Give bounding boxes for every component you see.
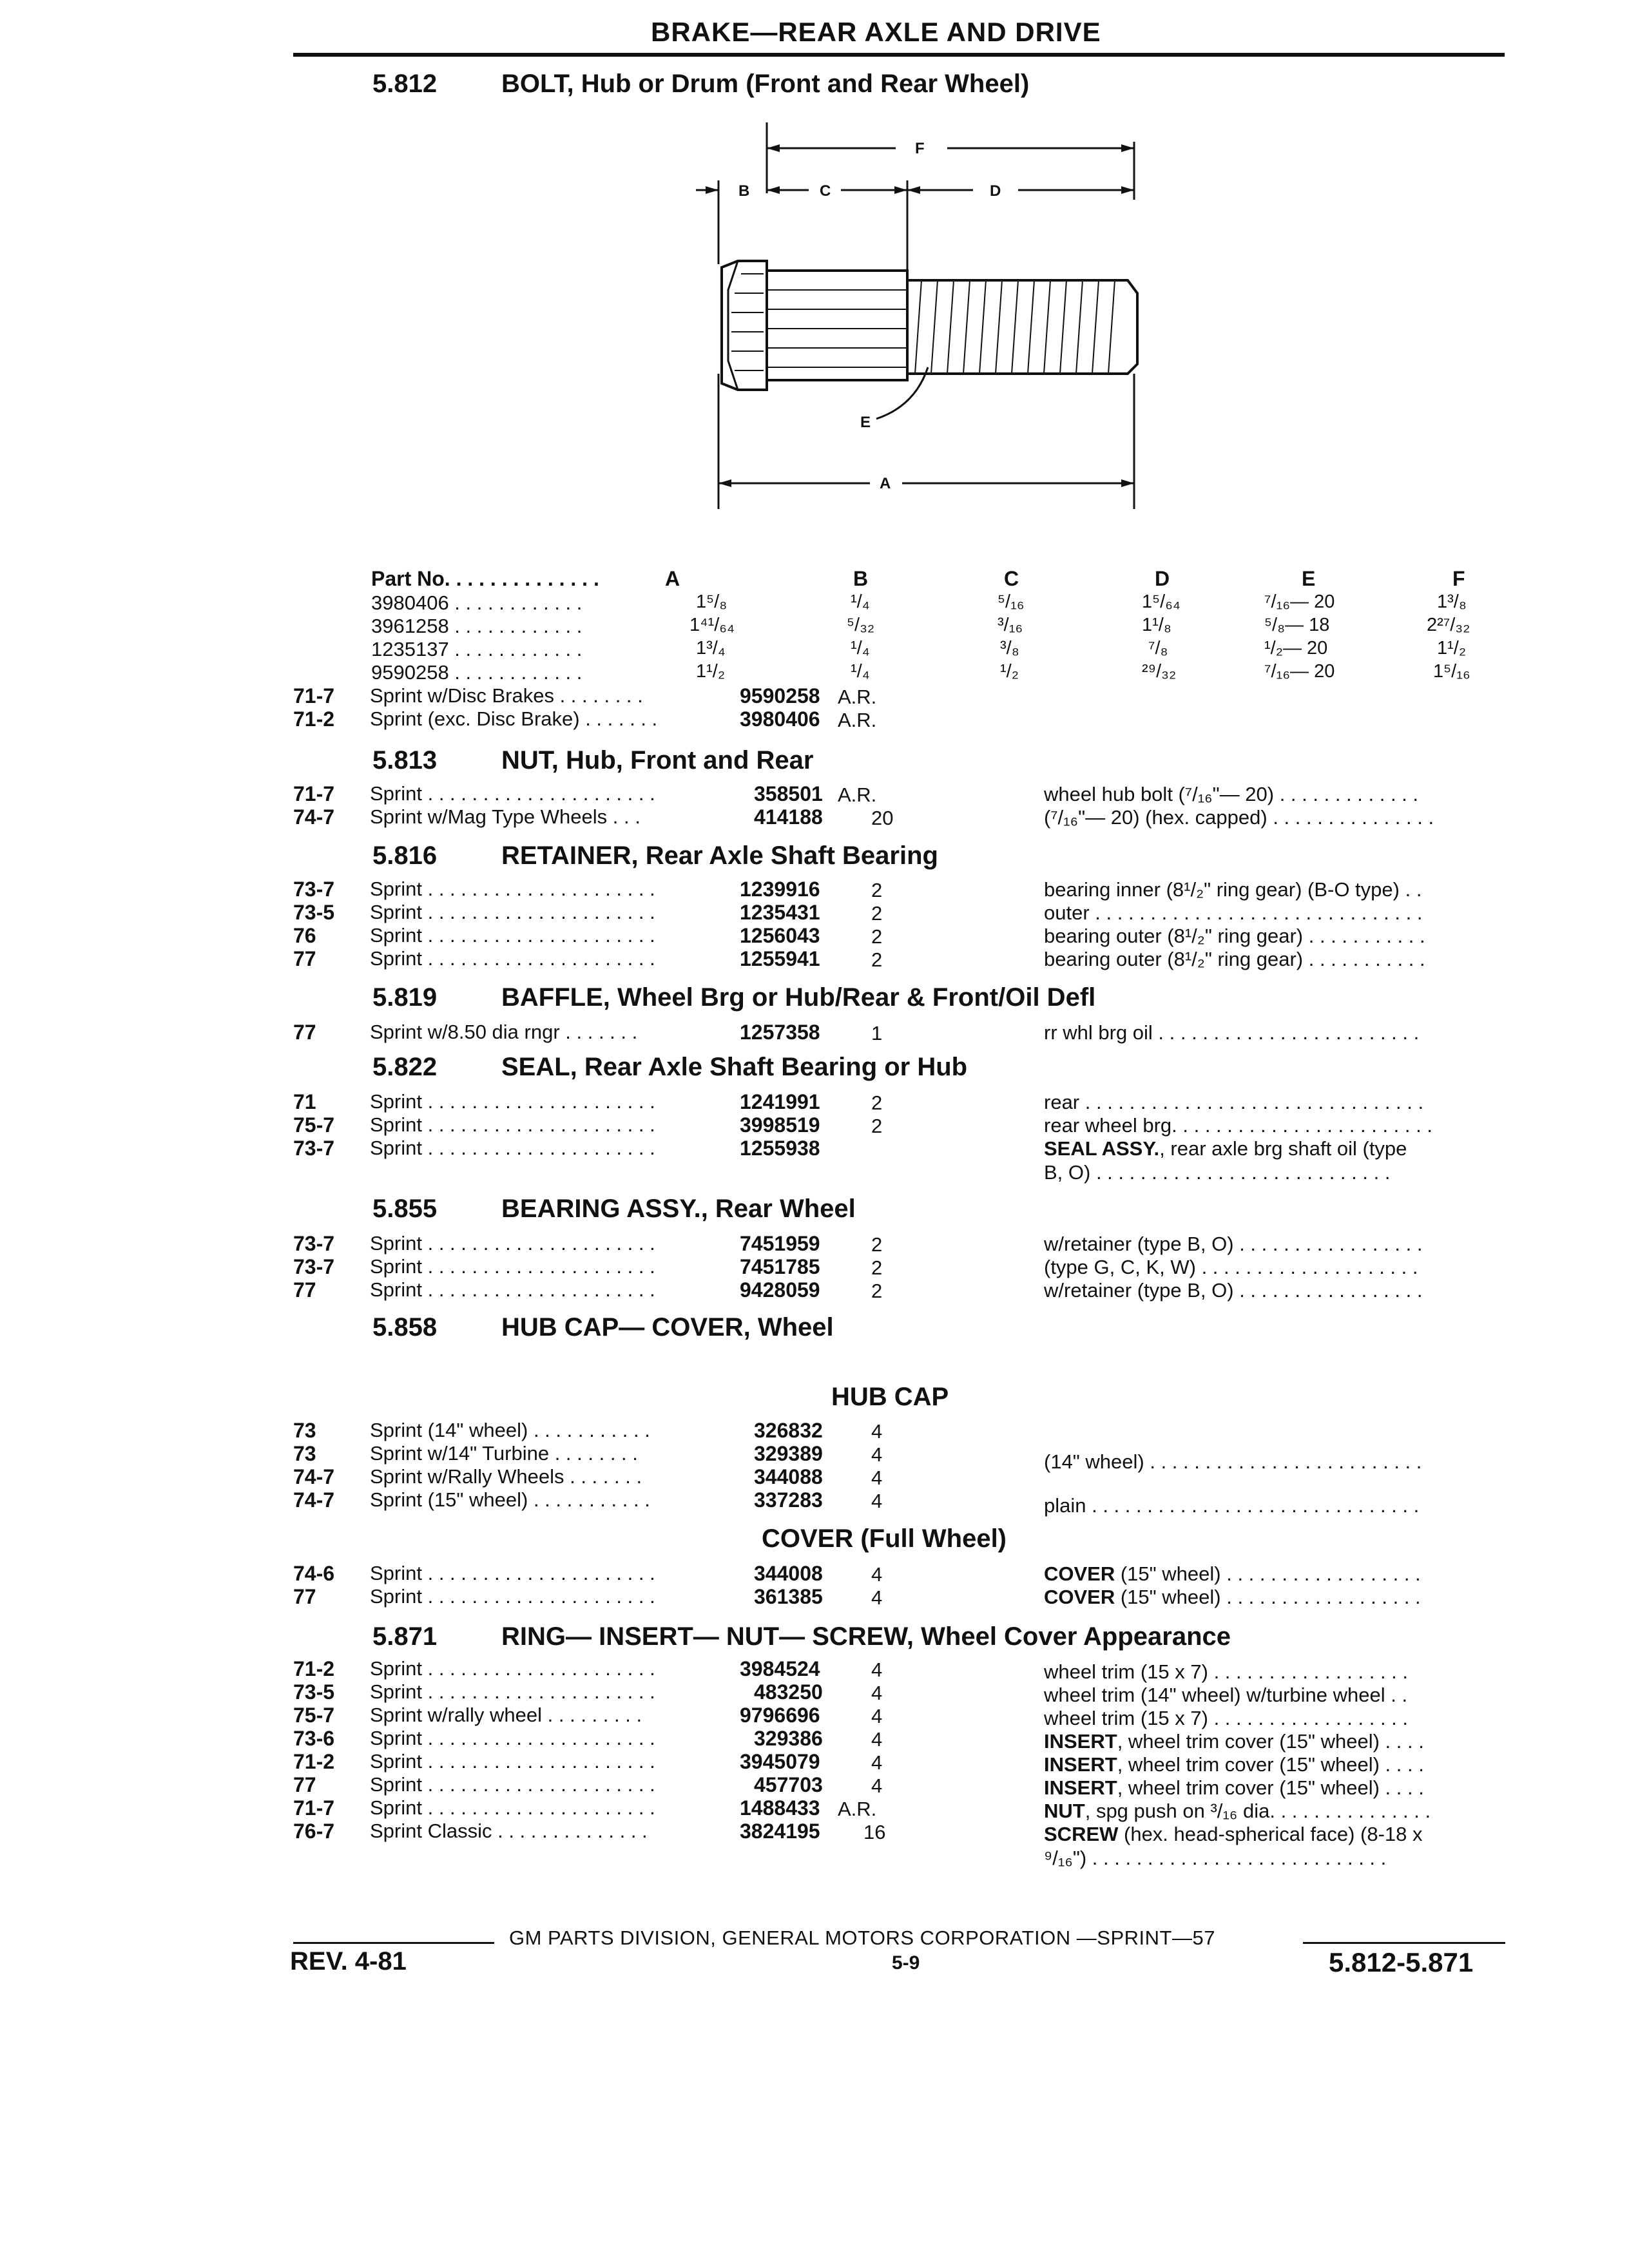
part-number: 1488433	[740, 1796, 820, 1820]
section-number: 5.822	[372, 1053, 438, 1081]
model-code: 73	[293, 1442, 316, 1465]
remarks-text: , spg push on ³/₁₆ dia. . . . . . . . . . . . . . .	[1084, 1800, 1431, 1822]
dim-row-e: ¹/₂— 20	[1264, 638, 1328, 658]
model-code: 76	[293, 924, 316, 947]
application: Sprint (exc. Disc Brake) . . . . . . .	[370, 707, 658, 730]
remarks-text: , wheel trim cover (15" wheel) . . . .	[1117, 1753, 1424, 1776]
remarks: wheel hub bolt (⁷/₁₆"— 20) . . . . . . . . . . . . .	[1044, 783, 1419, 805]
quantity: 2	[871, 1256, 883, 1279]
dim-row-a: 1¹/₂	[696, 661, 726, 682]
application: Sprint w/8.50 dia rngr . . . . . . .	[370, 1021, 638, 1043]
quantity: 20	[871, 807, 894, 829]
dim-header-d: D	[1155, 567, 1170, 590]
model-code: 74-6	[293, 1562, 335, 1585]
dim-header-c: C	[1004, 567, 1019, 590]
application: Sprint Classic . . . . . . . . . . . . . .	[370, 1820, 648, 1842]
part-number: 329386	[754, 1727, 823, 1750]
dim-row-e: ⁵/₈— 18	[1264, 615, 1330, 635]
section-title: BEARING ASSY., Rear Wheel	[501, 1195, 856, 1223]
part-number: 414188	[754, 805, 823, 829]
remarks	[1044, 1562, 1508, 1586]
dim-row-d: 1¹/₈	[1142, 615, 1171, 635]
remarks: (14" wheel) . . . . . . . . . . . . . . . . . . . . . . . . .	[1044, 1450, 1422, 1473]
section-number: 5.871	[372, 1622, 438, 1651]
remarks-text: (15" wheel) . . . . . . . . . . . . . . . . . .	[1115, 1586, 1421, 1608]
part-number: 1255938	[740, 1137, 820, 1160]
quantity: 2	[871, 879, 883, 901]
remarks	[1044, 1776, 1508, 1800]
model-code: 71-2	[293, 707, 335, 731]
application: Sprint . . . . . . . . . . . . . . . . . . . . .	[370, 1232, 655, 1254]
dim-row-c: ⁵/₁₆	[998, 591, 1025, 612]
dim-row-a: 1³/₄	[696, 638, 726, 658]
dim-row-partno: 9590258 . . . . . . . . . . . .	[371, 661, 583, 684]
dim-label-c: C	[820, 182, 831, 200]
dim-row-f: 1¹/₂	[1437, 638, 1467, 658]
model-code: 73-7	[293, 878, 335, 901]
model-code: 75-7	[293, 1704, 335, 1727]
subheading-cover: COVER (Full Wheel)	[762, 1524, 1007, 1553]
quantity: 2	[871, 948, 883, 971]
quantity: A.R.	[838, 1798, 877, 1820]
model-code: 73	[293, 1419, 316, 1442]
part-number: 1241991	[740, 1090, 820, 1113]
application: Sprint . . . . . . . . . . . . . . . . . . . . .	[370, 1278, 655, 1301]
quantity: A.R.	[838, 783, 877, 806]
quantity: 4	[871, 1466, 883, 1489]
dim-label-f: F	[915, 140, 925, 157]
part-number: 9590258	[740, 684, 820, 707]
part-number: 483250	[754, 1680, 823, 1704]
page-number: 5-9	[892, 1952, 920, 1974]
dim-row-b: ¹/₄	[851, 591, 870, 612]
application: Sprint w/Rally Wheels . . . . . . .	[370, 1465, 642, 1488]
remarks-text: , wheel trim cover (15" wheel) . . . .	[1117, 1776, 1424, 1799]
section-number: 5.858	[372, 1313, 438, 1341]
application: Sprint . . . . . . . . . . . . . . . . . . . . .	[370, 1090, 655, 1113]
subheading-hub-cap: HUB CAP	[831, 1383, 949, 1411]
dim-row-e: ⁷/₁₆— 20	[1264, 661, 1335, 682]
remarks-text: , wheel trim cover (15" wheel) . . . .	[1117, 1730, 1424, 1753]
model-code: 76-7	[293, 1820, 335, 1843]
section-number: 5.813	[372, 746, 438, 774]
remarks-bold: INSERT	[1044, 1753, 1117, 1776]
model-code: 71-7	[293, 684, 335, 707]
part-number: 329389	[754, 1442, 823, 1465]
dim-row-d: ⁷/₈	[1148, 638, 1168, 658]
application: Sprint . . . . . . . . . . . . . . . . . . . . .	[370, 1113, 655, 1136]
application: Sprint . . . . . . . . . . . . . . . . . . . . .	[370, 924, 655, 947]
remarks-text: (hex. head-spherical face) (8-18 x ⁹/₁₆") . . . . . . . . . . . . . . . . . . . . . . . . . . .	[1044, 1823, 1423, 1869]
part-number: 358501	[754, 782, 823, 805]
quantity: A.R.	[838, 686, 877, 708]
remarks-bold: INSERT	[1044, 1730, 1117, 1753]
application: Sprint (15" wheel) . . . . . . . . . . .	[370, 1488, 650, 1511]
quantity: 2	[871, 1115, 883, 1137]
section-title: SEAL, Rear Axle Shaft Bearing or Hub	[501, 1053, 968, 1081]
remarks	[1044, 1729, 1508, 1753]
remarks: bearing outer (8¹/₂" ring gear) . . . . . . . . . . .	[1044, 925, 1425, 947]
section-number: 5.816	[372, 841, 438, 870]
quantity: 2	[871, 1280, 883, 1302]
dim-row-d: ²⁹/₃₂	[1142, 661, 1177, 682]
quantity: 4	[871, 1563, 883, 1586]
dim-row-a: 1⁴¹/₆₄	[689, 615, 735, 635]
model-code: 71-7	[293, 1796, 335, 1820]
dim-row-f: 2²⁷/₃₂	[1427, 615, 1470, 635]
quantity: 1	[871, 1022, 883, 1044]
part-number: 1235431	[740, 901, 820, 924]
dim-header-b: B	[853, 567, 869, 590]
remarks-bold: INSERT	[1044, 1776, 1117, 1799]
remarks: wheel trim (15 x 7) . . . . . . . . . . . . . . . . . .	[1044, 1707, 1409, 1729]
section-number: 5.819	[372, 983, 438, 1012]
application: Sprint . . . . . . . . . . . . . . . . . . . . .	[370, 1137, 655, 1159]
dim-row-f: 1³/₈	[1437, 591, 1467, 612]
model-code: 77	[293, 1278, 316, 1302]
section-title: RETAINER, Rear Axle Shaft Bearing	[501, 841, 938, 870]
remarks-bold: COVER	[1044, 1586, 1115, 1608]
quantity: 2	[871, 902, 883, 925]
remarks-text: , rear axle brg shaft oil (type B, O) . . . . . . . . . . . . . . . . . . . . . . . . . . .	[1044, 1137, 1407, 1184]
model-code: 77	[293, 1585, 316, 1608]
remarks-text: (15" wheel) . . . . . . . . . . . . . . . . . .	[1115, 1562, 1421, 1585]
dim-label-d: D	[990, 182, 1001, 200]
dim-label-b: B	[738, 182, 750, 200]
part-number: 344088	[754, 1465, 823, 1488]
remarks-bold: SEAL ASSY.	[1044, 1137, 1160, 1160]
dim-row-b: ¹/₄	[851, 638, 870, 658]
model-code: 77	[293, 1021, 316, 1044]
application: Sprint . . . . . . . . . . . . . . . . . . . . .	[370, 1255, 655, 1278]
part-number: 1256043	[740, 924, 820, 947]
quantity: 4	[871, 1658, 883, 1681]
quantity: 4	[871, 1774, 883, 1797]
remarks: rr whl brg oil . . . . . . . . . . . . . . . . . . . . . . . .	[1044, 1021, 1420, 1044]
remarks: bearing outer (8¹/₂" ring gear) . . . . . . . . . . .	[1044, 948, 1425, 970]
section-title: NUT, Hub, Front and Rear	[501, 746, 814, 774]
model-code: 74-7	[293, 805, 335, 829]
quantity: 4	[871, 1443, 883, 1466]
footer-publisher: GM PARTS DIVISION, GENERAL MOTORS CORPORATION —SPRINT—57	[509, 1927, 1215, 1949]
model-code: 73-7	[293, 1137, 335, 1160]
part-number: 3980406	[740, 707, 820, 731]
part-number: 9428059	[740, 1278, 820, 1302]
application: Sprint . . . . . . . . . . . . . . . . . . . . .	[370, 1727, 655, 1749]
section-number: 5.855	[372, 1195, 438, 1223]
application: Sprint . . . . . . . . . . . . . . . . . . . . .	[370, 1750, 655, 1773]
application: Sprint . . . . . . . . . . . . . . . . . . . . .	[370, 1585, 655, 1608]
remarks: wheel trim (15 x 7) . . . . . . . . . . . . . . . . . .	[1044, 1660, 1409, 1683]
hub-bolt-diagram	[683, 116, 1160, 515]
part-number: 1255941	[740, 947, 820, 970]
model-code: 74-7	[293, 1465, 335, 1488]
remarks: rear . . . . . . . . . . . . . . . . . . . . . . . . . . . . . . .	[1044, 1091, 1424, 1113]
remarks: w/retainer (type B, O) . . . . . . . . . . . . . . . . .	[1044, 1233, 1423, 1255]
model-code: 73-6	[293, 1727, 335, 1750]
remarks: outer . . . . . . . . . . . . . . . . . . . . . . . . . . . . . .	[1044, 901, 1423, 924]
application: Sprint . . . . . . . . . . . . . . . . . . . . .	[370, 947, 655, 970]
application: Sprint . . . . . . . . . . . . . . . . . . . . .	[370, 1773, 655, 1796]
model-code: 71	[293, 1090, 316, 1113]
quantity: A.R.	[838, 709, 877, 731]
revision-label: REV. 4-81	[290, 1947, 407, 1975]
section-number: 5.812	[372, 70, 438, 98]
application: Sprint . . . . . . . . . . . . . . . . . . . . .	[370, 901, 655, 923]
model-code: 73-7	[293, 1232, 335, 1255]
remarks	[1044, 1753, 1508, 1776]
dim-row-partno: 3961258 . . . . . . . . . . . .	[371, 615, 583, 637]
application: Sprint w/14" Turbine . . . . . . . .	[370, 1442, 638, 1465]
part-number: 3998519	[740, 1113, 820, 1137]
model-code: 74-7	[293, 1488, 335, 1512]
application: Sprint . . . . . . . . . . . . . . . . . . . . .	[370, 1680, 655, 1703]
part-number: 9796696	[740, 1704, 820, 1727]
remarks	[1044, 1799, 1508, 1823]
model-code: 75-7	[293, 1113, 335, 1137]
section-title: BOLT, Hub or Drum (Front and Rear Wheel)	[501, 70, 1030, 98]
quantity: 4	[871, 1751, 883, 1774]
remarks: wheel trim (14" wheel) w/turbine wheel . .	[1044, 1684, 1408, 1706]
quantity: 4	[871, 1705, 883, 1727]
section-title: RING— INSERT— NUT— SCREW, Wheel Cover Appearance	[501, 1622, 1231, 1651]
remarks	[1044, 1137, 1508, 1184]
model-code: 73-7	[293, 1255, 335, 1278]
header-rule	[293, 53, 1505, 57]
part-number: 326832	[754, 1419, 823, 1442]
footer-rule-right	[1303, 1942, 1505, 1944]
dim-header-e: E	[1302, 567, 1316, 590]
application: Sprint w/Disc Brakes . . . . . . . .	[370, 684, 643, 707]
quantity: 4	[871, 1728, 883, 1751]
remarks-bold: SCREW	[1044, 1823, 1119, 1845]
dim-label-e: E	[860, 414, 871, 431]
application: Sprint . . . . . . . . . . . . . . . . . . . . .	[370, 782, 655, 805]
quantity: 2	[871, 1233, 883, 1256]
dim-header-f: F	[1452, 567, 1465, 590]
part-number: 337283	[754, 1488, 823, 1512]
model-code: 71-2	[293, 1657, 335, 1680]
part-number: 1257358	[740, 1021, 820, 1044]
model-code: 71-2	[293, 1750, 335, 1773]
quantity: 4	[871, 1490, 883, 1512]
remarks: w/retainer (type B, O) . . . . . . . . . . . . . . . . .	[1044, 1279, 1423, 1302]
model-code: 73-5	[293, 1680, 335, 1704]
model-code: 73-5	[293, 901, 335, 924]
dim-row-c: ³/₈	[1000, 638, 1019, 658]
remarks-bold: COVER	[1044, 1562, 1115, 1585]
dim-row-partno: 1235137 . . . . . . . . . . . .	[371, 638, 583, 660]
dim-row-f: 1⁵/₁₆	[1433, 661, 1470, 682]
page-title: BRAKE—REAR AXLE AND DRIVE	[651, 17, 1101, 47]
dim-row-e: ⁷/₁₆— 20	[1264, 591, 1335, 612]
footer-rule-left	[293, 1942, 494, 1944]
remarks	[1044, 1822, 1508, 1870]
section-range: 5.812-5.871	[1329, 1947, 1474, 1977]
part-number: 7451959	[740, 1232, 820, 1255]
part-number: 1239916	[740, 878, 820, 901]
part-number: 7451785	[740, 1255, 820, 1278]
quantity: 4	[871, 1682, 883, 1704]
dim-row-a: 1⁵/₈	[696, 591, 728, 612]
part-number: 457703	[754, 1773, 823, 1796]
remarks: (⁷/₁₆"— 20) (hex. capped) . . . . . . . . . . . . . . .	[1044, 806, 1434, 829]
part-number: 3984524	[740, 1657, 820, 1680]
application: Sprint . . . . . . . . . . . . . . . . . . . . .	[370, 1796, 655, 1819]
dim-row-d: 1⁵/₆₄	[1142, 591, 1181, 612]
model-code: 77	[293, 1773, 316, 1796]
section-title: BAFFLE, Wheel Brg or Hub/Rear & Front/Oil Defl	[501, 983, 1096, 1012]
remarks: (type G, C, K, W) . . . . . . . . . . . . . . . . . . . .	[1044, 1256, 1418, 1278]
application: Sprint . . . . . . . . . . . . . . . . . . . . .	[370, 878, 655, 900]
quantity: 2	[871, 925, 883, 948]
quantity: 4	[871, 1586, 883, 1609]
dim-label-a: A	[880, 475, 891, 492]
application: Sprint . . . . . . . . . . . . . . . . . . . . .	[370, 1562, 655, 1584]
model-code: 77	[293, 947, 316, 970]
quantity: 2	[871, 1091, 883, 1114]
dim-row-c: ³/₁₆	[998, 615, 1023, 635]
remarks: plain . . . . . . . . . . . . . . . . . . . . . . . . . . . . . .	[1044, 1494, 1420, 1517]
remarks-bold: NUT	[1044, 1800, 1085, 1822]
dim-row-b: ⁵/₃₂	[847, 615, 875, 635]
part-number: 3824195	[740, 1820, 820, 1843]
part-number: 3945079	[740, 1750, 820, 1773]
model-code: 71-7	[293, 782, 335, 805]
part-number: 361385	[754, 1585, 823, 1608]
remarks	[1044, 1585, 1508, 1609]
application: Sprint w/Mag Type Wheels . . .	[370, 805, 641, 828]
application: Sprint w/rally wheel . . . . . . . . .	[370, 1704, 642, 1726]
quantity: 16	[863, 1821, 886, 1843]
quantity: 4	[871, 1420, 883, 1443]
dim-row-c: ¹/₂	[1000, 661, 1019, 682]
application: Sprint (14" wheel) . . . . . . . . . . .	[370, 1419, 650, 1441]
remarks: rear wheel brg. . . . . . . . . . . . . . . . . . . . . . . .	[1044, 1114, 1432, 1137]
dim-row-partno: 3980406 . . . . . . . . . . . .	[371, 591, 583, 614]
dim-row-b: ¹/₄	[851, 661, 870, 682]
dim-header-partno: Part No. . . . . . . . . . . . . .	[371, 567, 599, 590]
dim-header-a: A	[665, 567, 680, 590]
remarks: bearing inner (8¹/₂" ring gear) (B-O type) . .	[1044, 878, 1422, 901]
section-title: HUB CAP— COVER, Wheel	[501, 1313, 834, 1341]
part-number: 344008	[754, 1562, 823, 1585]
application: Sprint . . . . . . . . . . . . . . . . . . . . .	[370, 1657, 655, 1680]
